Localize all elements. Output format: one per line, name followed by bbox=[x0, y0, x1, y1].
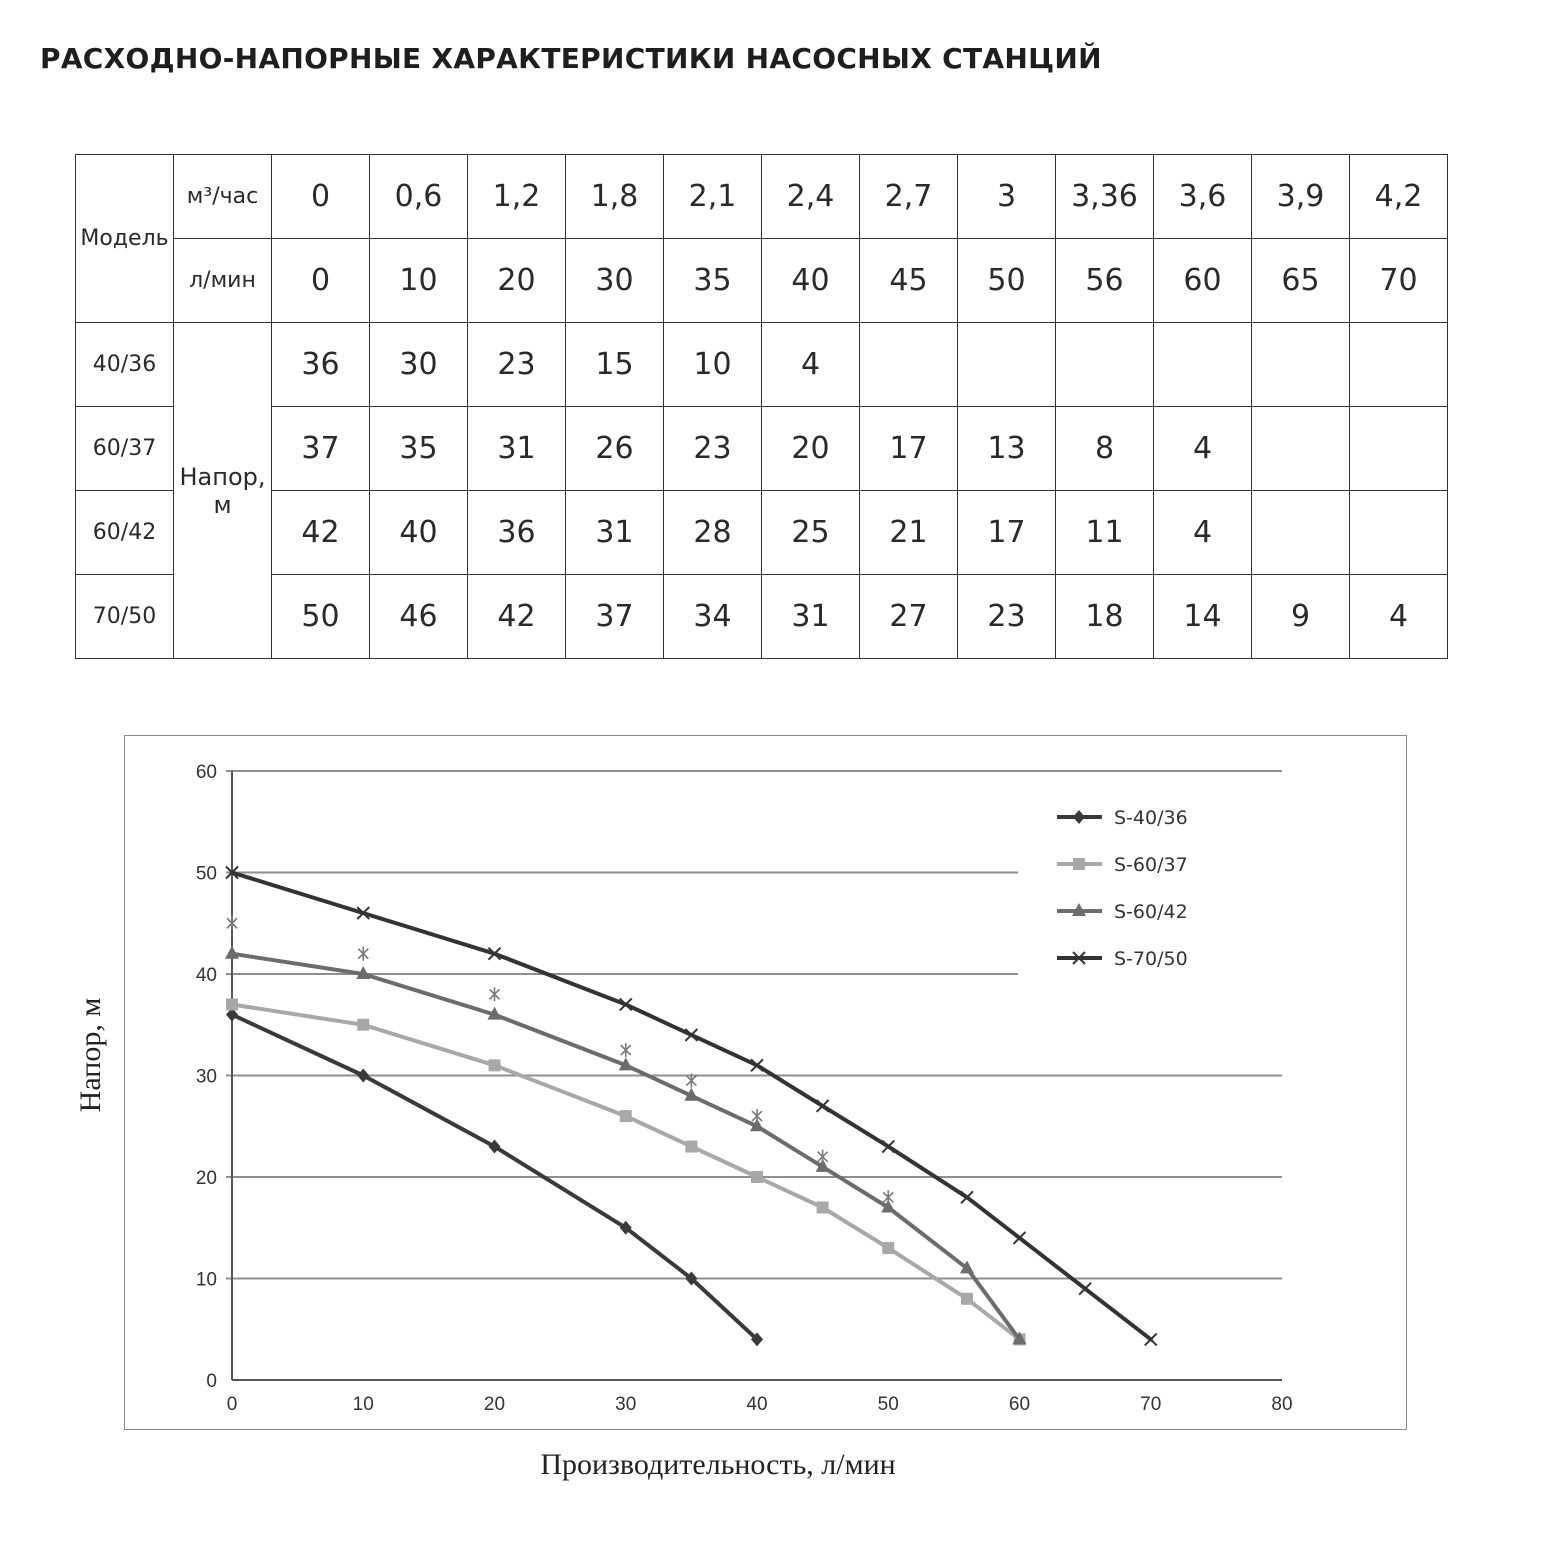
flow-m3-cell: 1,8 bbox=[566, 155, 664, 239]
legend-label: S-60/42 bbox=[1114, 901, 1188, 923]
x-tick-label: 20 bbox=[483, 1394, 506, 1415]
legend-label: S-70/50 bbox=[1114, 948, 1188, 970]
head-value-cell: 35 bbox=[370, 407, 468, 491]
extra-data-point bbox=[227, 916, 237, 930]
x-tick-label: 70 bbox=[1140, 1394, 1162, 1415]
data-point bbox=[1145, 1333, 1157, 1345]
head-value-cell: 37 bbox=[566, 575, 664, 659]
extra-data-point bbox=[883, 1190, 893, 1204]
head-value-cell: 13 bbox=[958, 407, 1056, 491]
head-value-cell: 34 bbox=[664, 575, 762, 659]
flow-m3-cell: 3,9 bbox=[1252, 155, 1350, 239]
y-tick-label: 50 bbox=[195, 863, 217, 885]
flow-lmin-cell: 45 bbox=[860, 239, 958, 323]
head-value-cell: 14 bbox=[1154, 575, 1252, 659]
legend-label: S-60/37 bbox=[1114, 854, 1188, 876]
data-point bbox=[225, 946, 239, 959]
flow-m3-cell: 4,2 bbox=[1350, 155, 1448, 239]
data-point bbox=[817, 1201, 829, 1213]
head-value-cell: 15 bbox=[566, 323, 664, 407]
extra-data-point bbox=[752, 1109, 762, 1123]
flow-m3-cell: 2,7 bbox=[860, 155, 958, 239]
head-value-cell: 20 bbox=[762, 407, 860, 491]
head-label-cell: Напор, м bbox=[174, 323, 272, 659]
x-tick-label: 60 bbox=[1008, 1394, 1031, 1415]
head-value-cell: 4 bbox=[1154, 491, 1252, 575]
x-axis-title: Производительность, л/мин bbox=[540, 1448, 896, 1481]
legend-label: S-40/36 bbox=[1114, 807, 1188, 829]
flow-lmin-cell: 30 bbox=[566, 239, 664, 323]
flow-lmin-cell: 70 bbox=[1350, 239, 1448, 323]
extra-data-point bbox=[818, 1150, 828, 1164]
unit-lmin-cell: л/мин bbox=[174, 239, 272, 323]
head-value-cell: 50 bbox=[272, 575, 370, 659]
flow-lmin-cell: 56 bbox=[1056, 239, 1154, 323]
data-point bbox=[817, 1100, 829, 1112]
legend-marker bbox=[1073, 858, 1085, 870]
head-value-cell: 21 bbox=[860, 491, 958, 575]
head-value-cell: 17 bbox=[860, 407, 958, 491]
legend-marker bbox=[1073, 810, 1085, 824]
flow-lmin-cell: 35 bbox=[664, 239, 762, 323]
unit-m3-cell: м³/час bbox=[174, 155, 272, 239]
head-value-cell: 17 bbox=[958, 491, 1056, 575]
page-title: РАСХОДНО-НАПОРНЫЕ ХАРАКТЕРИСТИКИ НАСОСНЫХ СТАНЦИЙ bbox=[40, 42, 1102, 75]
y-tick-label: 20 bbox=[195, 1168, 217, 1189]
head-value-cell: 28 bbox=[664, 491, 762, 575]
flow-lmin-cell: 40 bbox=[762, 239, 860, 323]
data-point bbox=[882, 1141, 894, 1153]
data-point bbox=[226, 998, 238, 1010]
y-tick-label: 0 bbox=[206, 1371, 217, 1392]
data-point bbox=[685, 1141, 697, 1153]
head-value-cell: 46 bbox=[370, 575, 468, 659]
y-tick-label: 10 bbox=[195, 1269, 217, 1291]
data-point bbox=[620, 1110, 632, 1122]
flow-lmin-cell: 65 bbox=[1252, 239, 1350, 323]
head-value-cell: 31 bbox=[566, 491, 664, 575]
x-tick-label: 40 bbox=[746, 1394, 768, 1415]
data-point bbox=[961, 1293, 973, 1305]
head-value-cell: 4 bbox=[1154, 407, 1252, 491]
x-tick-label: 80 bbox=[1271, 1394, 1293, 1415]
model-cell: 40/36 bbox=[76, 323, 174, 407]
head-value-cell: 40 bbox=[370, 491, 468, 575]
head-value-cell: 27 bbox=[860, 575, 958, 659]
flow-lmin-cell: 50 bbox=[958, 239, 1056, 323]
head-value-cell: 31 bbox=[762, 575, 860, 659]
extra-data-point bbox=[490, 987, 500, 1001]
data-point bbox=[961, 1191, 973, 1203]
data-point bbox=[357, 1019, 369, 1031]
head-value-cell: 11 bbox=[1056, 491, 1154, 575]
flow-m3-cell: 3,6 bbox=[1154, 155, 1252, 239]
head-value-cell: 8 bbox=[1056, 407, 1154, 491]
y-tick-label: 30 bbox=[195, 1066, 217, 1088]
head-value-cell: 23 bbox=[468, 323, 566, 407]
head-value-cell: 37 bbox=[272, 407, 370, 491]
model-cell: 60/37 bbox=[76, 407, 174, 491]
model-cell: 70/50 bbox=[76, 575, 174, 659]
y-tick-label: 40 bbox=[195, 965, 217, 986]
flow-m3-cell: 1,2 bbox=[468, 155, 566, 239]
head-value-cell: 36 bbox=[468, 491, 566, 575]
head-value-cell: 9 bbox=[1252, 575, 1350, 659]
head-value-cell: 31 bbox=[468, 407, 566, 491]
y-axis-title: Напор, м bbox=[74, 997, 107, 1113]
flow-m3-cell: 3,36 bbox=[1056, 155, 1154, 239]
flow-m3-cell: 3 bbox=[958, 155, 1056, 239]
head-value-cell: 42 bbox=[272, 491, 370, 575]
flow-lmin-cell: 20 bbox=[468, 239, 566, 323]
head-value-cell: 42 bbox=[468, 575, 566, 659]
head-value-cell: 10 bbox=[664, 323, 762, 407]
x-tick-label: 0 bbox=[226, 1394, 238, 1415]
head-value-cell: 4 bbox=[762, 323, 860, 407]
data-point bbox=[751, 1171, 763, 1183]
flow-m3-cell: 2,1 bbox=[664, 155, 762, 239]
data-point bbox=[489, 1059, 501, 1071]
head-value-cell: 23 bbox=[958, 575, 1056, 659]
model-header-cell: Модель bbox=[76, 155, 174, 323]
model-cell: 60/42 bbox=[76, 491, 174, 575]
flow-lmin-cell: 0 bbox=[272, 239, 370, 323]
x-tick-label: 50 bbox=[877, 1394, 899, 1415]
x-tick-label: 10 bbox=[352, 1394, 374, 1415]
head-value-cell: 36 bbox=[272, 323, 370, 407]
flow-lmin-cell: 60 bbox=[1154, 239, 1252, 323]
data-point bbox=[1014, 1232, 1026, 1244]
flow-m3-cell: 0,6 bbox=[370, 155, 468, 239]
flow-m3-cell: 2,4 bbox=[762, 155, 860, 239]
x-tick-label: 30 bbox=[615, 1394, 637, 1415]
data-point bbox=[882, 1242, 894, 1254]
head-value-cell: 25 bbox=[762, 491, 860, 575]
head-value-cell: 26 bbox=[566, 407, 664, 491]
flow-m3-cell: 0 bbox=[272, 155, 370, 239]
head-value-cell: 18 bbox=[1056, 575, 1154, 659]
series-line bbox=[232, 954, 1020, 1340]
extra-data-point bbox=[358, 947, 368, 961]
head-value-cell: 23 bbox=[664, 407, 762, 491]
y-tick-label: 60 bbox=[195, 762, 217, 783]
series-line bbox=[232, 873, 1151, 1340]
flow-lmin-cell: 10 bbox=[370, 239, 468, 323]
head-value-cell: 4 bbox=[1350, 575, 1448, 659]
head-value-cell: 30 bbox=[370, 323, 468, 407]
data-point bbox=[1079, 1283, 1091, 1295]
extra-data-point bbox=[621, 1043, 631, 1057]
data-point bbox=[357, 1069, 369, 1083]
